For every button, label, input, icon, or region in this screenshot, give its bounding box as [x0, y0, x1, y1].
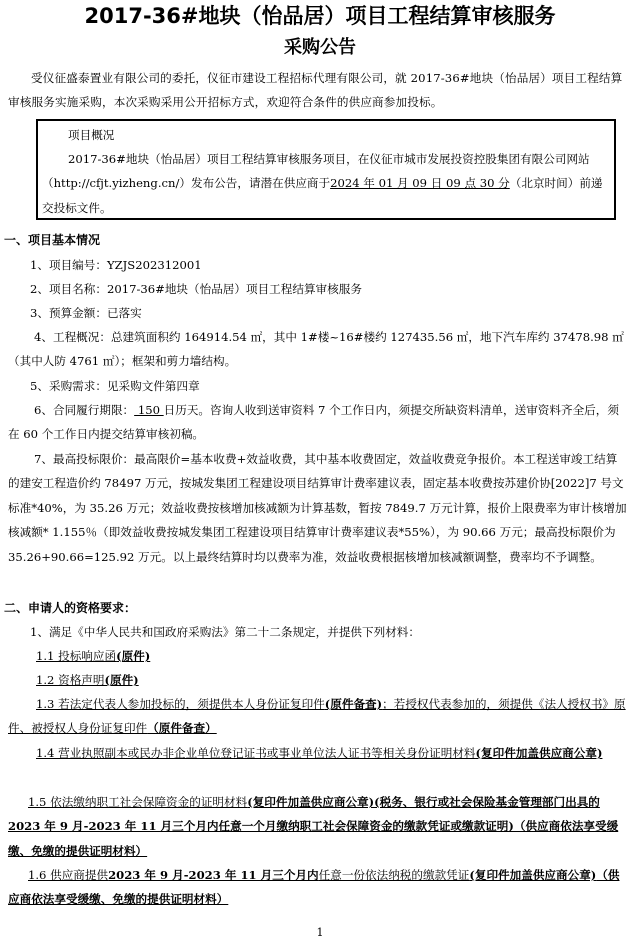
overview-detail: 总建筑面积约 164914.54 ㎡，其中 1#楼~16#楼约 127435.56 ㎡，地下汽车库约 37478.98 ㎡（其中人防 4761 ㎡）；框架和剪力墙结构。: [8, 330, 624, 369]
requirement-1-5: [8, 790, 628, 863]
overview-text-b: （北京时间）前递交投标文件。: [42, 176, 603, 215]
overview-text: [42, 147, 612, 220]
requirement-intro: 1、满足《中华人民共和国政府采购法》第二十二条规定，并提供下列材料：: [30, 625, 420, 639]
bid-deadline: 2024 年 01 月 09 日 09 点 30 分: [330, 176, 510, 191]
r11-note: (原件): [116, 649, 151, 663]
project-overview-box: [36, 119, 616, 220]
requirement-1-1: [36, 644, 150, 668]
document-subtitle: 采购公告: [284, 37, 356, 58]
contract-period: [8, 398, 628, 447]
r16-period: 2023 年 9 月-2023 年 11 月三个月内: [108, 868, 319, 882]
r12-note: (原件): [104, 673, 139, 687]
r16-text-a: 1.6 供应商提供: [28, 868, 109, 882]
procurement-demand: 5、采购需求：见采购文件第四章: [30, 379, 200, 393]
r11-text: 1.1 投标响应函: [36, 649, 117, 663]
r14-text: 1.4 营业执照副本或民办非企业单位登记证书或事业单位法人证书等相关身份证明材料: [36, 746, 476, 760]
document-title: 2017-36#地块（怡品居）项目工程结算审核服务: [84, 4, 556, 28]
r12-text: 1.2 资格声明: [36, 673, 105, 687]
r13-text-a: 1.3 若法定代表人参加投标的，须提供本人身份证复印件: [36, 697, 325, 711]
period-label: 6、合同履行期限：: [34, 403, 135, 417]
r14-note: (复印件加盖供应商公章): [475, 746, 603, 760]
requirement-1-6: [8, 863, 628, 912]
r16-note-a: (复印件加盖供应商公章): [469, 868, 597, 882]
requirement-1-2: [36, 668, 139, 692]
budget-amount: 3、预算金额：已落实: [30, 306, 142, 320]
project-name: 2、项目名称：2017-36#地块（怡品居）项目工程结算审核服务: [30, 282, 362, 296]
project-code: 1、项目编号：YZJS202312001: [30, 258, 202, 272]
project-overview-item: [8, 325, 628, 374]
max-bid-price: 7、最高投标限价：最高限价=基本收费+效益收费，其中基本收费固定，效益收费竞争报价。本工程送审竣工结算的建安工程造价约 78497 万元，按城发集团工程建设项目结算审计费率建议表，固定基本收费按苏建价协[2022]7 号文标准*40%，为 35.26 万元；效益收费按核增加核减额为计算基数，暂按 7849.7 万元计算，报价上限费率为审计核增加核减额* 1.155％（即效益收费按城发集团工程建设项目结算审计费率建议表*55%），为 90.66 万元；最高投标限价为 35.26+90.66=125.92 万元。以上最终结算时均以费率为准，效益收费根据核增加核减额调整，费率均不予调整。: [8, 452, 627, 564]
overview-label: 4、工程概况：: [34, 330, 111, 344]
intro-paragraph: 受仪征盛泰置业有限公司的委托，仪征市建设工程招标代理有限公司，就 2017-36#地块（怡品居）项目工程结算审核服务实施采购，本次采购采用公开招标方式，欢迎符合条件的供应商参加投标。: [8, 71, 623, 110]
section-2-heading: 二、申请人的资格要求：: [4, 601, 137, 615]
requirement-1-4: [8, 741, 628, 765]
r16-text-b: 任意一份依法纳税的缴款凭证: [318, 868, 470, 882]
r13-note-b: （原件备查）: [147, 721, 217, 736]
r13-text-b: ；若授权代表参加的，须提供《法人授权书》原件、被授权人身份证复印件: [8, 697, 626, 736]
r15-text: 1.5 依法缴纳职工社会保障资金的证明材料: [28, 795, 248, 809]
period-days: 150: [134, 403, 164, 417]
r16-note-b: （供应商依法享受缓缴、免缴的提供证明材料）: [8, 868, 620, 907]
period-detail: 日历天。咨询人收到送审资料 7 个工作日内，须提交所缺资料清单，送审资料齐全后，须在 60 个工作日内提交结算审核初稿。: [8, 403, 619, 442]
overview-text-a: 2017-36#地块（怡品居）项目工程结算审核服务项目，在仪征市城市发展投资控股集团有限公司网站（http://cfjt.yizheng.cn/）发布公告，请潜在供应商于: [42, 152, 590, 191]
page-number: 1: [316, 926, 324, 939]
section-1-heading: 一、项目基本情况: [4, 233, 101, 247]
overview-heading: 项目概况: [68, 128, 115, 142]
r15-note: (复印件加盖供应商公章)(税务、银行或社会保险基金管理部门出具的 2023 年 9 月-2023 年 11 月三个月内任意一个月缴纳职工社会保障资金的缴款凭证或缴款证明)（供应商依法享受缓缴、免缴的提供证明材料）: [8, 795, 619, 858]
requirement-1-3: [8, 692, 628, 741]
r13-note-a: (原件备查): [324, 697, 383, 711]
